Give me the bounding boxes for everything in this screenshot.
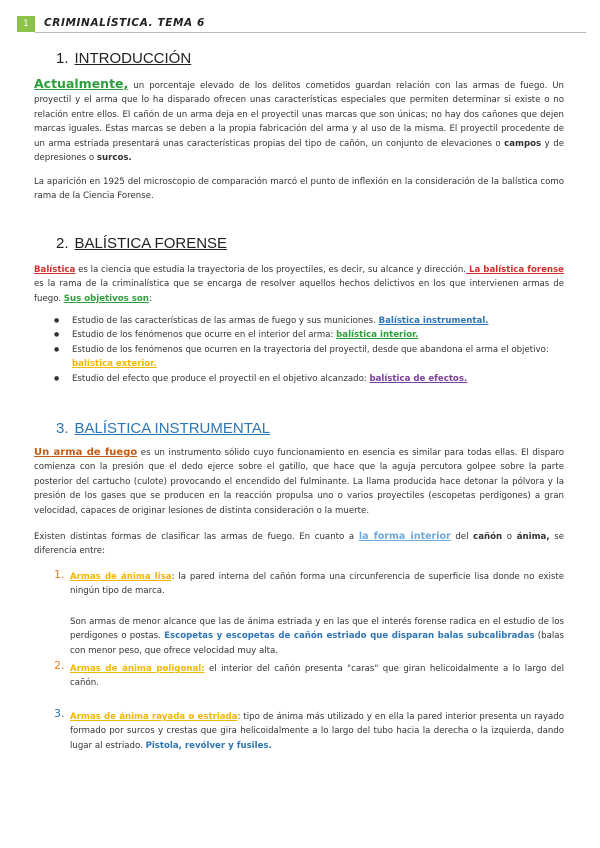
pistola-revolver-fusiles: Pistola, revólver y fusiles. [145, 740, 272, 751]
intro-paragraph-2: La aparición en 1925 del microscopio de comparación marcó el punto de inflexión en la consideración de la balística como rama de la Ciencia Forense. [34, 177, 564, 202]
section-title: BALÍSTICA INSTRUMENTAL [74, 420, 271, 437]
term-anima: ánima, [516, 532, 550, 542]
section-title: BALÍSTICA FORENSE [74, 235, 228, 252]
clasificacion-paragraph [34, 530, 564, 559]
tag-balistica-efectos: balística de efectos. [369, 373, 468, 384]
section-number: 3. [56, 420, 69, 437]
term-anima-poligonal: Armas de ánima poligonal: [70, 664, 205, 674]
term-balistica-forense: La balística forense [466, 265, 564, 275]
tag-balistica-interior: balística interior. [336, 330, 419, 341]
term-anima-rayada: Armas de ánima rayada o estriada [70, 712, 238, 722]
instrumental-paragraph [34, 446, 564, 518]
tag-balistica-instrumental: Balística instrumental. [378, 316, 489, 326]
item-text: el interior del cañón presenta "caras" que giran helicoidalmente a lo largo del cañón. [70, 664, 564, 689]
bullet-text: Estudio de los fenómenos que ocurre en el interior del arma: [72, 330, 337, 341]
term-surcos: surcos. [96, 153, 132, 164]
item-anima-lisa [70, 570, 564, 599]
page-number: 1 [17, 16, 35, 32]
bullet-text: Estudio del efecto que produce el proyectil en el objetivo alcanzado: [72, 373, 370, 384]
section-heading-introduccion [56, 50, 191, 67]
section-number: 2. [56, 235, 69, 252]
section-heading-balistica-instrumental [56, 420, 270, 437]
list-item [54, 372, 564, 386]
term-arma-de-fuego: Un arma de fuego [34, 447, 138, 458]
objetivos-label: Sus objetivos son [63, 293, 149, 304]
clasif-text-d: se diferencia entre: [34, 532, 564, 557]
term-anima-lisa: Armas de ánima lisa [70, 572, 172, 582]
list-item [54, 314, 564, 328]
term-balistica: Balística [34, 265, 76, 275]
list-item [54, 343, 564, 372]
section-title: INTRODUCCIÓN [74, 50, 192, 67]
forense-text-b: es la rama de la criminalística que se encarga de resolver aquellos hechos delictivos en los que intervienen armas de fuego. [34, 279, 564, 304]
objetivos-list [54, 314, 564, 386]
tag-balistica-exterior: balística exterior. [72, 359, 157, 370]
clasif-text-a: Existen distintas formas de clasificar las armas de fuego. En cuanto a [34, 532, 359, 542]
intro-text-a: un porcentaje elevado de los delitos cometidos guardan relación con las armas de fuego. Un proyectil y el arma que lo ha disparado ofrecen unas características especiales que permiten determinar si existe o no relación entre ellos. El cañón de un arma deja en el proyectil unas marcas que son únicas; no hay dos cañones que dejen marcas iguales. Estas marcas se deben a la propia fabricación del arma y al uso de la misma. El proyectil procedente de un arma estriada presentará unas características propias del tipo de cañón, un conjunto de elevaciones o [34, 81, 564, 149]
colon: : [148, 293, 152, 304]
escopetas-highlight: Escopetas y escopetas de cañón estriado que disparan balas subcalibradas [164, 631, 535, 642]
bullet-text: Estudio de las características de las armas de fuego y sus municiones. [72, 316, 379, 326]
header-divider [35, 32, 586, 33]
item-anima-rayada [70, 710, 564, 753]
term-forma-interior: la forma interior [358, 531, 451, 542]
extra-text-b: (balas con menor peso, que ofrece velocidad muy alta. [70, 631, 564, 656]
page-header [0, 16, 600, 32]
list-item [54, 328, 564, 342]
clasif-text-c: o [502, 532, 517, 542]
item-text: : tipo de ánima más utilizado y en ella la pared interior presenta un rayado formado por surcos y crestas que gira helicoidalmente a lo largo del tubo hacia la derecha o la izquierda, dando lugar al estriado. [70, 712, 564, 751]
term-campos: campos [504, 138, 542, 149]
document-title: CRIMINALÍSTICA. TEMA 6 [44, 17, 205, 29]
intro-paragraph [34, 77, 564, 165]
item-text: : la pared interna del cañón forma una circunferencia de superficie lisa donde no existe ningún tipo de marca. [70, 572, 564, 597]
section-number: 1. [56, 50, 69, 67]
instrumental-text: es un instrumento sólido cuyo funcionamiento en esencia es similar para todas ellas. El disparo comienza con la presión que el dedo ejerce sobre el gatillo, que hace que la aguja percutora golpee sobre la parte posterior del cartucho (culote) provocando el encendido del fulminante. La llama producida hace detonar la pólvora y la presión de los gases que se producen en la reacción propulsa uno o varios proyectiles (escopetas perdigones) a gran velocidad, capaces de originar lesiones de distinta consideración o la muerte. [34, 448, 564, 516]
item-anima-poligonal [70, 662, 564, 691]
forense-text-a: es la ciencia que estudia la trayectoria de los proyectiles, es decir, su alcance y dirección. [75, 265, 466, 275]
item-number: 3. [54, 707, 65, 720]
intro-lead: Actualmente, [34, 76, 129, 91]
forense-paragraph [34, 263, 564, 306]
item-number: 2. [54, 659, 65, 672]
intro-text-b: y de depresiones o [34, 138, 564, 164]
bullet-text: Estudio de los fenómenos que ocurren en la trayectoria del proyectil, desde que abandona el arma el objetivo: [72, 344, 549, 355]
item-number: 1. [54, 568, 65, 581]
extra-text-a: Son armas de menor alcance que las de ánima estriada y en las que el interés forense radica en el estudio de los perdigones o postas. [70, 617, 564, 642]
clasif-text-b: del [450, 532, 474, 542]
section-heading-balistica-forense [56, 235, 227, 252]
term-canon: cañón [473, 532, 503, 542]
item-anima-lisa-extra [70, 615, 564, 658]
